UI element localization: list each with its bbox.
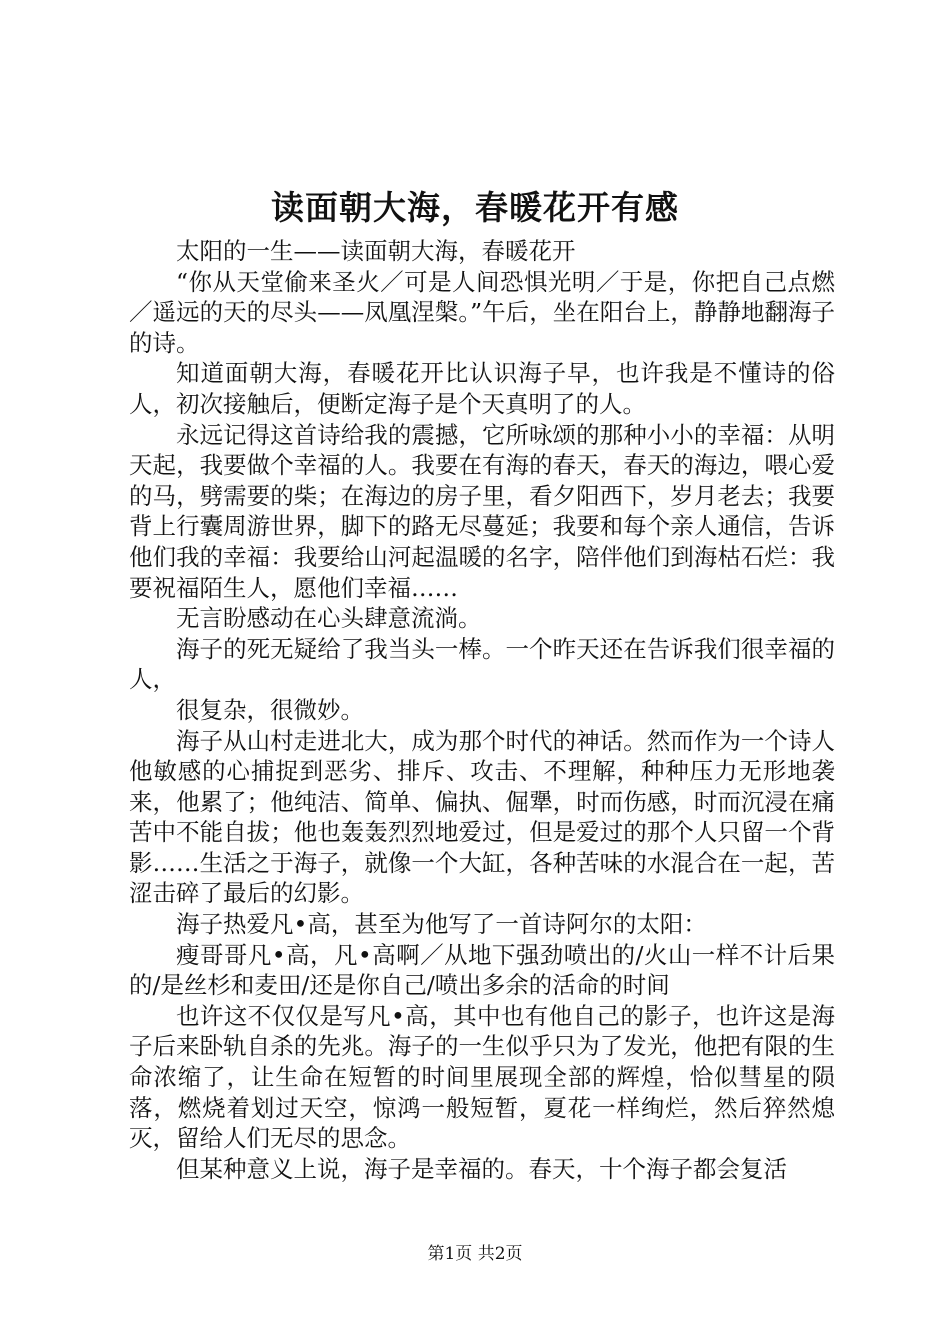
paragraph: 海子热爱凡•高，甚至为他写了一首诗阿尔的太阳： (176, 910, 707, 939)
paragraph: “你从天堂偷来圣火／可是人间恐惧光明／于是，你把自己点燃／遥远的天的尽头——凤凰涅槃。”午后，坐在阳台上，静静地翻海子的诗。 (129, 267, 835, 357)
paragraph: 知道面朝大海，春暖花开比认识海子早，也许我是不懂诗的俗人，初次接触后，便断定海子是个天真明了的人。 (129, 359, 835, 418)
paragraph: 海子从山村走进北大，成为那个时代的神话。然而作为一个诗人他敏感的心捕捉到恶劣、排斥、攻击、不理解，种种压力无形地袭来，他累了；他纯洁、简单、偏执、倔犟，时而伤感，时而沉浸在痛苦中不能自拔；他也轰轰烈烈地爱过，但是爱过的那个人只留一个背影……生活之于海子，就像一个大缸，各种苦味的水混合在一起，苦涩击碎了最后的幻影。 (129, 726, 835, 908)
paragraph: 也许这不仅仅是写凡•高，其中也有他自己的影子，也许这是海子后来卧轨自杀的先兆。海子的一生似乎只为了发光，他把有限的生命浓缩了，让生命在短暂的时间里展现全部的辉煌，恰似彗星的陨落，燃烧着划过天空，惊鸿一般短暂，夏花一样绚烂，然后猝然熄灭，留给人们无尽的思念。 (129, 1001, 835, 1153)
document-body (129, 236, 835, 1184)
paragraph: 太阳的一生——读面朝大海，春暖花开 (176, 237, 576, 265)
paragraph: 海子的死无疑给了我当头一棒。一个昨天还在告诉我们很幸福的人， (129, 634, 835, 694)
page-number-footer: 第1页 共2页 (427, 1244, 523, 1264)
paragraph: 但某种意义上说，海子是幸福的。春天，十个海子都会复活 (176, 1154, 787, 1183)
document-title: 读面朝大海，春暖花开有感 (271, 188, 679, 227)
paragraph: 瘦哥哥凡•高，凡•高啊／从地下强劲喷出的/火山一样不计后果的/是丝杉和麦田/还是你自己/喷出多余的活命的时间 (129, 940, 835, 1000)
paragraph: 很复杂，很微妙。 (176, 695, 364, 724)
paragraph: 永远记得这首诗给我的震撼，它所咏颂的那种小小的幸福：从明天起，我要做个幸福的人。我要在有海的春天，春天的海边，喂心爱的马，劈需要的柴；在海边的房子里，看夕阳西下，岁月老去；我要背上行囊周游世界，脚下的路无尽蔓延；我要和每个亲人通信，告诉他们我的幸福：我要给山河起温暖的名字，陪伴他们到海枯石烂：我要祝福陌生人，愿他们幸福…… (129, 420, 835, 602)
paragraph: 无言盼感动在心头肆意流淌。 (176, 604, 482, 633)
